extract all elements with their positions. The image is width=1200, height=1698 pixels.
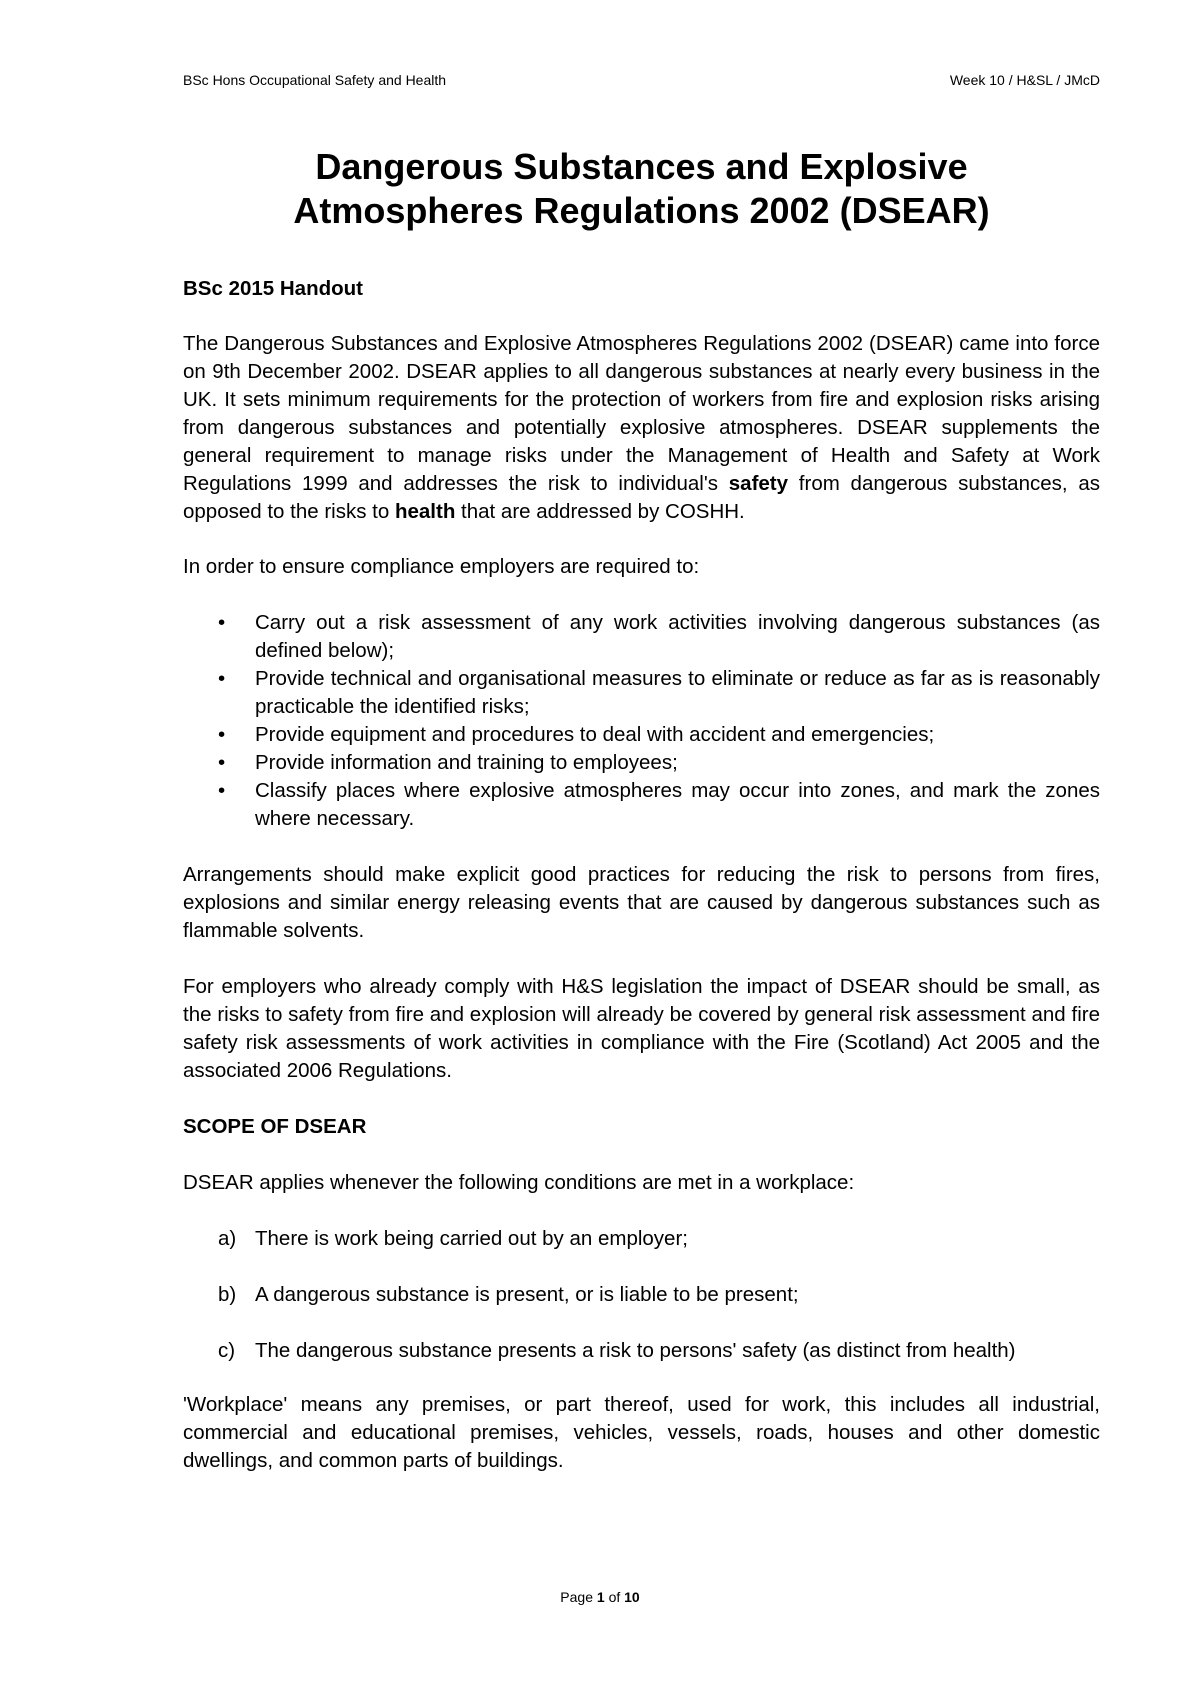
bullet-icon: • <box>218 751 226 774</box>
requirements-list <box>183 609 1100 833</box>
list-item <box>183 777 1100 833</box>
header-course-title: BSc Hons Occupational Safety and Health <box>183 72 447 88</box>
scope-heading: SCOPE OF DSEAR <box>183 1115 367 1138</box>
running-header <box>183 72 1100 88</box>
condition-text: A dangerous substance is present, or is liable to be present; <box>255 1283 799 1306</box>
condition-marker: a) <box>218 1227 237 1250</box>
list-item <box>183 1225 1100 1253</box>
intro-paragraph <box>183 330 1100 526</box>
bullet-icon: • <box>218 667 226 690</box>
bullet-icon: • <box>218 723 226 746</box>
header-week-reference: Week 10 / H&SL / JMcD <box>949 72 1100 88</box>
list-item <box>183 721 1100 749</box>
condition-marker: b) <box>218 1283 237 1306</box>
requirement-text: Provide technical and organisational measures to eliminate or reduce as far as is reasonably practicable the identified risks; <box>255 667 1100 718</box>
intro-bold-safety: safety <box>728 472 789 495</box>
bullet-icon: • <box>218 611 226 634</box>
condition-marker: c) <box>218 1339 236 1362</box>
total-pages: 10 <box>624 1589 640 1605</box>
document-body <box>183 145 1100 1475</box>
bullet-icon: • <box>218 779 226 802</box>
page-label: Page <box>560 1589 593 1605</box>
requirement-text: Provide information and training to employees; <box>255 751 678 774</box>
list-item <box>183 665 1100 721</box>
requirement-text: Classify places where explosive atmospheres may occur into zones, and mark the zones where necessary. <box>255 779 1100 830</box>
requirement-text: Carry out a risk assessment of any work activities involving dangerous substances (as defined below); <box>255 611 1100 662</box>
compliance-intro: In order to ensure compliance employers are required to: <box>183 555 700 578</box>
document-title <box>183 145 1100 233</box>
page-number: 1 <box>596 1589 605 1605</box>
list-item <box>183 749 1100 777</box>
intro-bold-health: health <box>394 500 456 523</box>
title-line-1: Dangerous Substances and Explosive <box>315 146 968 187</box>
title-line-2: Atmospheres Regulations 2002 (DSEAR) <box>293 190 990 231</box>
list-item <box>183 609 1100 665</box>
intro-text-1: The Dangerous Substances and Explosive Atmospheres Regulations 2002 (DSEAR) came into force on 9th December 2002. DSEAR applies to all dangerous substances at nearly every business in the UK. It sets minimum requirements for the protection of workers from fire and explosion risks arising from dangerous substances and potentially explosive atmospheres. DSEAR supplements the general requirement to manage risks under the Management of Health and Safety at Work Regulations 1999 and addresses the risk to individual's <box>183 332 1100 495</box>
condition-text: The dangerous substance presents a risk to persons' safety (as distinct from health) <box>255 1339 1016 1362</box>
list-item <box>183 1281 1100 1309</box>
page-footer <box>0 1589 1200 1605</box>
workplace-definition: 'Workplace' means any premises, or part thereof, used for work, this includes all industrial, commercial and educational premises, vehicles, vessels, roads, houses and other domestic dwellings, and common parts of buildings. <box>183 1393 1100 1472</box>
handout-subtitle: BSc 2015 Handout <box>183 277 363 300</box>
employers-paragraph: For employers who already comply with H&S legislation the impact of DSEAR should be small, as the risks to safety from fire and explosion will already be covered by general risk assessment and fire safety risk assessments of work activities in compliance with the Fire (Scotland) Act 2005 and the associated 2006 Regulations. <box>183 975 1100 1082</box>
condition-text: There is work being carried out by an employer; <box>255 1227 688 1250</box>
list-item <box>183 1337 1100 1365</box>
of-label: of <box>608 1589 621 1605</box>
scope-conditions-list <box>183 1225 1100 1365</box>
requirement-text: Provide equipment and procedures to deal with accident and emergencies; <box>255 723 935 746</box>
intro-text-2: from dangerous substances, as opposed to the risks to <box>183 472 1100 523</box>
scope-intro: DSEAR applies whenever the following conditions are met in a workplace: <box>183 1171 855 1194</box>
arrangements-paragraph: Arrangements should make explicit good practices for reducing the risk to persons from fires, explosions and similar energy releasing events that are caused by dangerous substances such as flammable solvents. <box>183 863 1100 942</box>
intro-text-3: that are addressed by COSHH. <box>455 500 745 523</box>
